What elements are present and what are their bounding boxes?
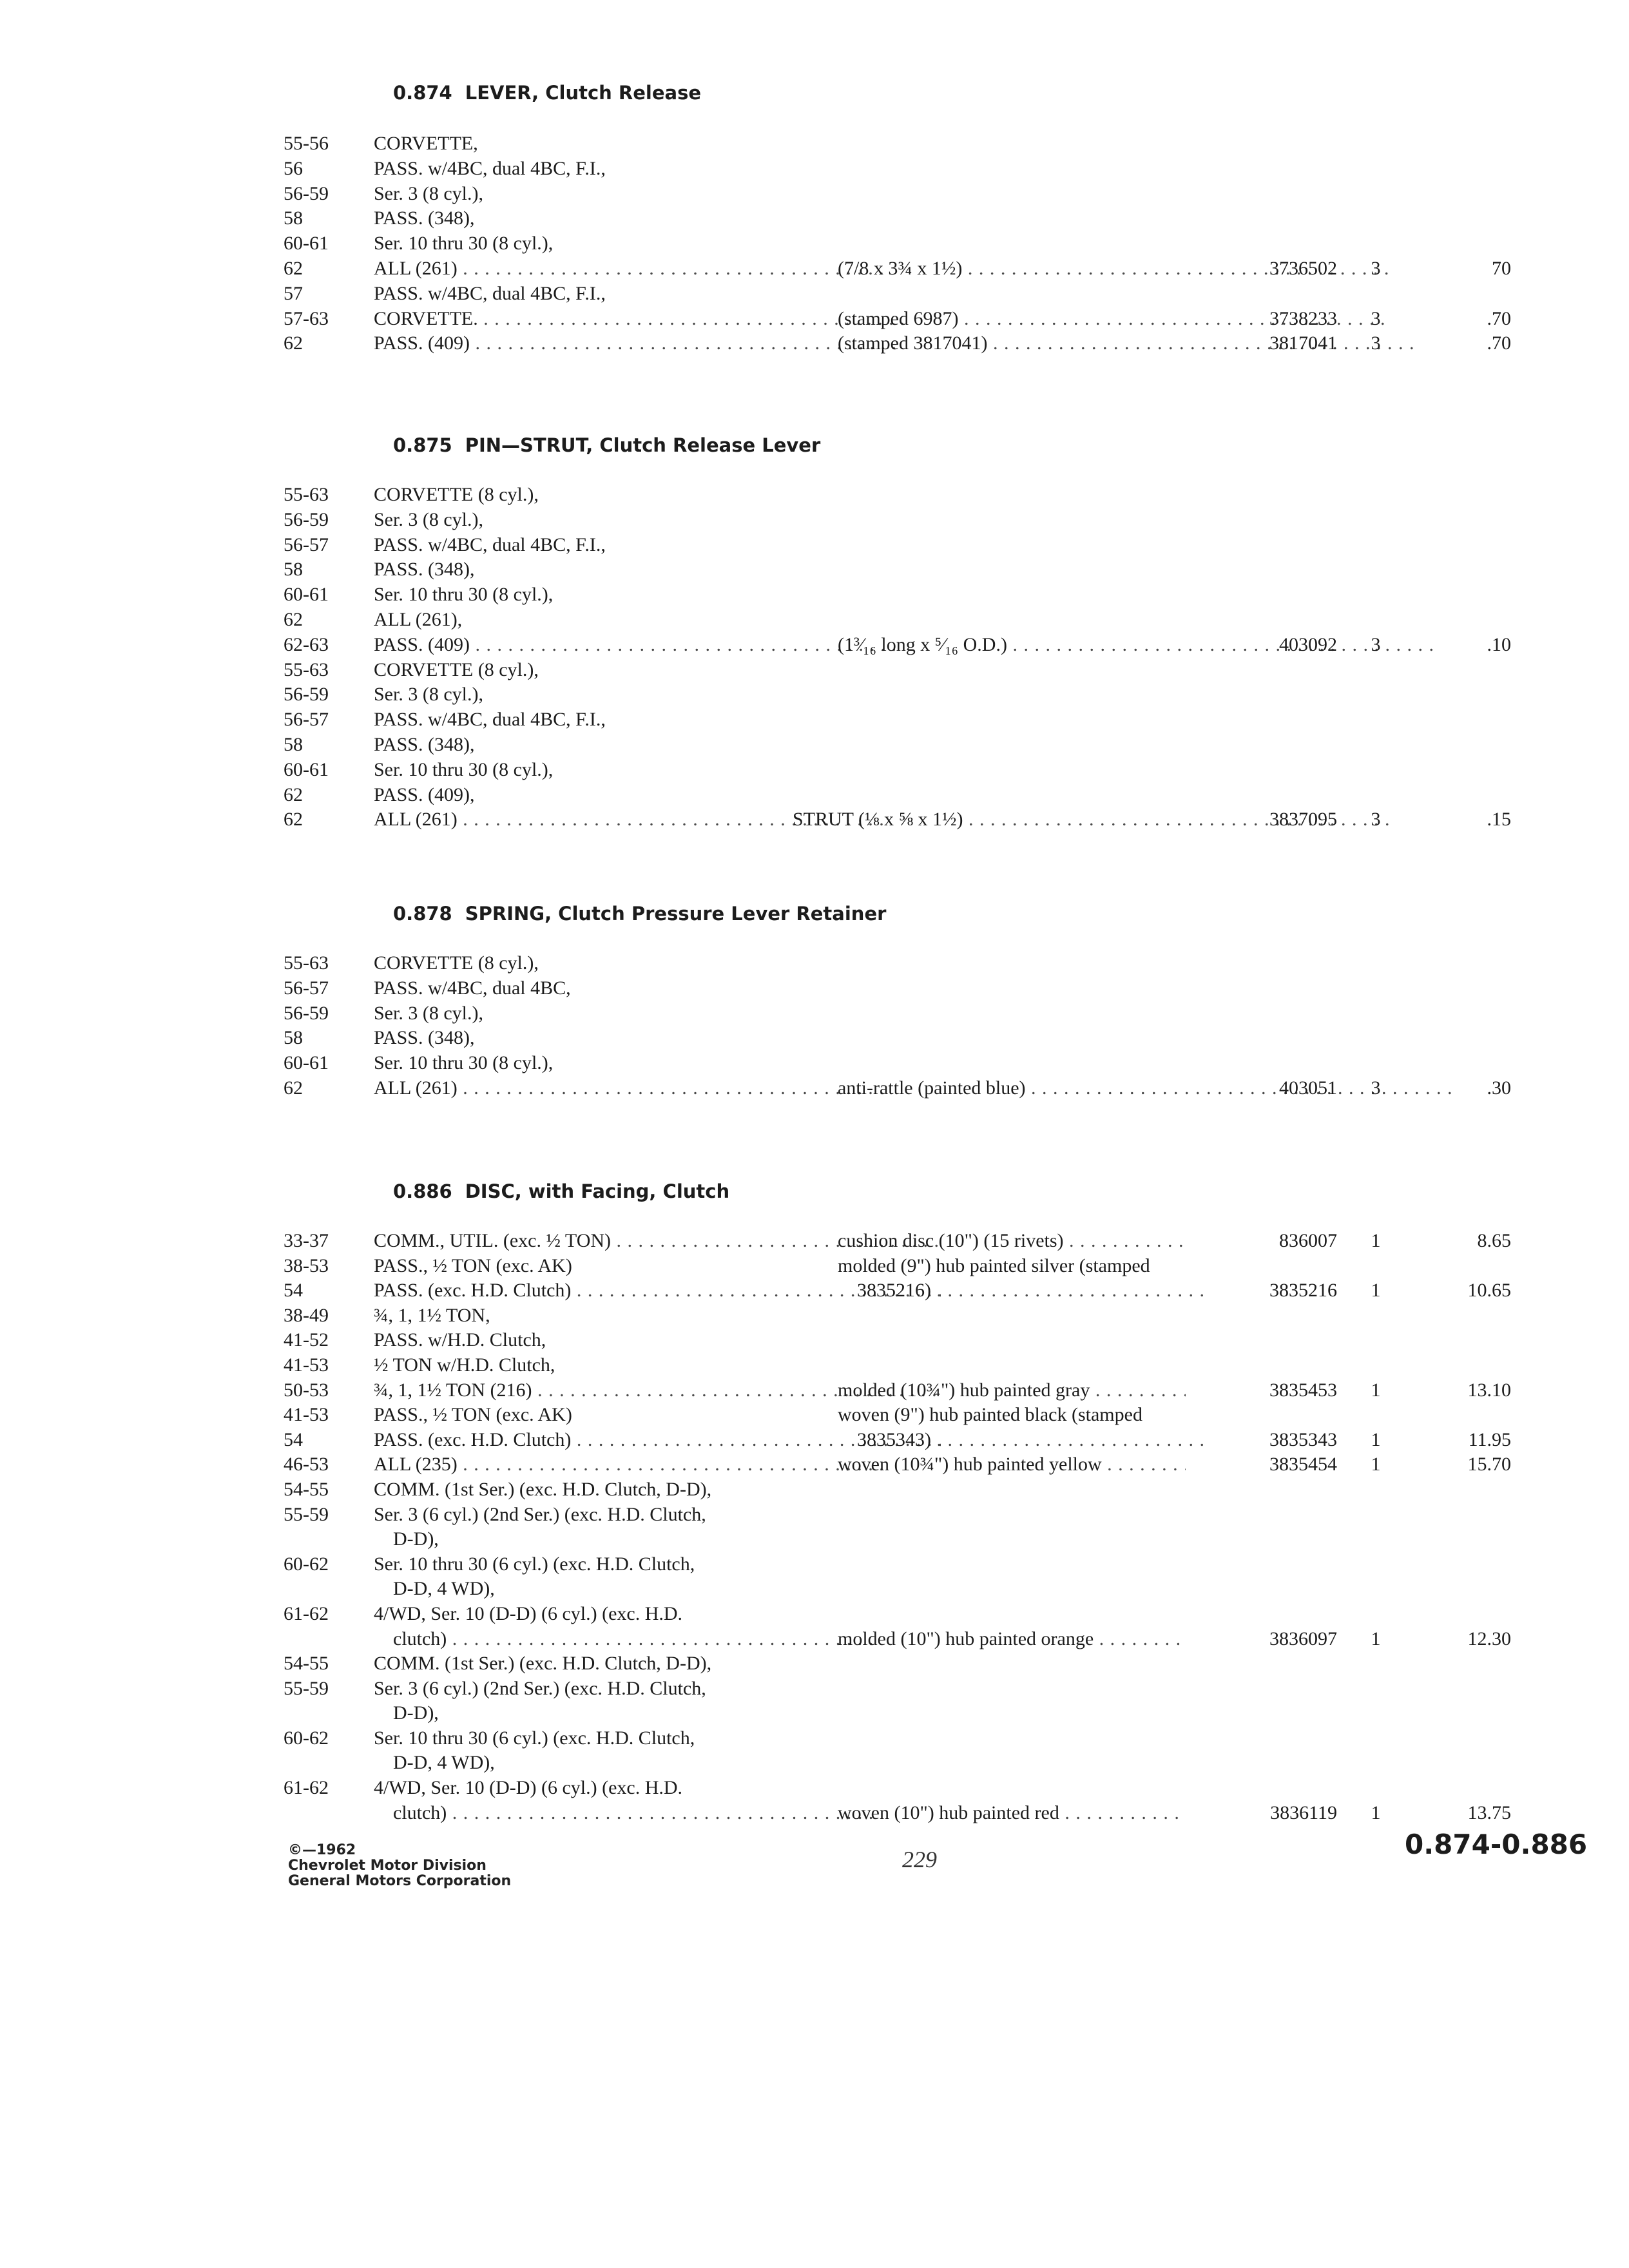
year-range: 56 xyxy=(284,157,303,179)
model-applicability: PASS. (409) . . . xyxy=(374,331,1050,356)
year-range: 54-55 xyxy=(284,1653,329,1675)
model-applicability: PASS. (exc. H.D. Clutch) . . . xyxy=(374,1428,941,1453)
year-range: 58 xyxy=(284,733,303,755)
model-applicability: clutch) . . . xyxy=(374,1627,960,1652)
part-description: STRUT (⅛ x ⅝ x 1½) . . . xyxy=(793,807,1463,832)
model-applicability: CORVETTE (8 cyl.), xyxy=(374,952,539,974)
group-code: 3 xyxy=(1371,307,1381,329)
table-row xyxy=(284,633,1511,658)
model-applicability: COMM. (1st Ser.) (exc. H.D. Clutch, D-D), xyxy=(374,1478,712,1500)
year-range: 62 xyxy=(284,809,303,831)
model-applicability: ALL (261) . . . xyxy=(374,256,1050,282)
table-row xyxy=(284,1503,1508,1528)
year-range: 38-49 xyxy=(284,1304,329,1326)
list-price: .15 xyxy=(1487,809,1511,831)
year-range: 41-53 xyxy=(284,1354,329,1376)
year-range: 61-62 xyxy=(284,1777,329,1799)
model-applicability: ALL (261), xyxy=(374,608,463,630)
table-row xyxy=(284,783,1508,808)
year-range: 54 xyxy=(284,1280,303,1302)
year-range: 55-59 xyxy=(284,1503,329,1525)
model-applicability: ½ TON w/H.D. Clutch, xyxy=(374,1354,555,1376)
model-applicability: Ser. 10 thru 30 (8 cyl.), xyxy=(374,758,554,780)
part-description: (stamped 6987) . . . xyxy=(838,307,1508,332)
section-heading xyxy=(393,434,820,456)
part-number: 3835454 xyxy=(1269,1454,1337,1475)
table-row xyxy=(284,582,1508,608)
section-title: PIN—STRUT, Clutch Release Lever xyxy=(465,434,821,456)
section-number: 0.886 xyxy=(393,1180,452,1202)
table-row xyxy=(284,1428,1511,1453)
table-row xyxy=(284,1602,1508,1627)
year-range: 55-63 xyxy=(284,484,329,505)
year-range: 56-59 xyxy=(284,182,329,204)
part-description: woven (9") hub painted black (stamped xyxy=(838,1404,1142,1426)
table-row xyxy=(284,1527,1508,1552)
parts-table xyxy=(284,951,1511,1101)
table-row xyxy=(284,256,1511,282)
year-range: 55-56 xyxy=(284,133,329,154)
model-applicability: PASS., ½ TON (exc. AK) xyxy=(374,1404,572,1426)
model-applicability: PASS. w/4BC, dual 4BC, F.I., xyxy=(374,709,606,731)
table-row xyxy=(284,307,1511,332)
year-range: 62 xyxy=(284,1077,303,1099)
model-applicability: PASS. w/4BC, dual 4BC, F.I., xyxy=(374,533,606,555)
year-range: 56-59 xyxy=(284,684,329,706)
model-applicability: ALL (235) . . . xyxy=(374,1452,941,1477)
section-title: DISC, with Facing, Clutch xyxy=(465,1180,730,1202)
list-price: .30 xyxy=(1487,1077,1511,1099)
year-range: 62-63 xyxy=(284,633,329,655)
part-description: (7/8 x 3¾ x 1½) . . . xyxy=(838,256,1508,282)
model-applicability: PASS. (exc. H.D. Clutch) . . . xyxy=(374,1278,941,1303)
model-applicability: ALL (261) . . . xyxy=(374,807,1050,832)
list-price: 13.75 xyxy=(1467,1802,1511,1823)
group-code: 3 xyxy=(1371,809,1381,831)
table-row xyxy=(284,976,1508,1001)
year-range: 60-61 xyxy=(284,1052,329,1074)
publisher-block xyxy=(288,1843,511,1889)
list-price: 10.65 xyxy=(1467,1280,1511,1302)
group-code: 1 xyxy=(1371,1428,1381,1450)
group-code: 1 xyxy=(1371,1802,1381,1823)
list-price: 13.10 xyxy=(1467,1379,1511,1401)
model-applicability: Ser. 3 (8 cyl.), xyxy=(374,182,483,204)
table-row xyxy=(284,1651,1508,1677)
table-row xyxy=(284,533,1508,558)
year-range: 57 xyxy=(284,282,303,304)
table-row xyxy=(284,557,1508,582)
part-number: 3736502 xyxy=(1269,257,1337,279)
year-range: 54-55 xyxy=(284,1478,329,1500)
group-code: 3 xyxy=(1371,257,1381,279)
table-row xyxy=(284,1026,1508,1051)
table-row xyxy=(284,1353,1508,1378)
list-price: 11.95 xyxy=(1468,1428,1511,1450)
table-row xyxy=(284,1701,1508,1726)
group-code: 3 xyxy=(1371,633,1381,655)
table-row xyxy=(284,1229,1511,1254)
parts-table xyxy=(284,1229,1511,1825)
table-row xyxy=(284,1378,1511,1403)
model-applicability: D-D, 4 WD), xyxy=(393,1752,495,1774)
model-applicability: Ser. 3 (6 cyl.) (2nd Ser.) (exc. H.D. Clutch, xyxy=(374,1503,706,1525)
list-price: 8.65 xyxy=(1477,1230,1511,1251)
model-applicability: PASS. w/H.D. Clutch, xyxy=(374,1329,546,1351)
part-description: (stamped 3817041) . . . xyxy=(838,331,1508,356)
year-range: 56-57 xyxy=(284,533,329,555)
model-applicability: Ser. 3 (8 cyl.), xyxy=(374,684,483,706)
model-applicability: ALL (261) . . . xyxy=(374,1076,1050,1101)
year-range: 46-53 xyxy=(284,1454,329,1475)
table-row xyxy=(284,1051,1508,1076)
part-number: 3817041 xyxy=(1269,332,1337,354)
table-row xyxy=(284,1477,1508,1503)
part-number: 3738233 xyxy=(1269,307,1337,329)
model-applicability: 4/WD, Ser. 10 (D-D) (6 cyl.) (exc. H.D. xyxy=(374,1777,683,1799)
year-range: 58 xyxy=(284,559,303,581)
list-price: .10 xyxy=(1487,633,1511,655)
year-range: 41-52 xyxy=(284,1329,329,1351)
year-range: 56-59 xyxy=(284,508,329,530)
table-row xyxy=(284,282,1508,307)
table-row xyxy=(284,508,1508,533)
table-row xyxy=(284,707,1508,733)
model-applicability: Ser. 3 (8 cyl.), xyxy=(374,1002,483,1024)
year-range: 57-63 xyxy=(284,307,329,329)
table-row xyxy=(284,1254,1508,1279)
model-applicability: ¾, 1, 1½ TON (216) . . . xyxy=(374,1378,941,1403)
section-number: 0.874 xyxy=(393,82,452,104)
model-applicability: Ser. 10 thru 30 (8 cyl.), xyxy=(374,584,554,606)
table-row xyxy=(284,1278,1511,1303)
part-description: woven (10") hub painted red . . . xyxy=(838,1801,1186,1826)
model-applicability: Ser. 3 (8 cyl.), xyxy=(374,508,483,530)
section-number: 0.878 xyxy=(393,903,452,925)
table-row xyxy=(284,1801,1511,1826)
model-applicability: PASS. (348), xyxy=(374,559,475,581)
year-range: 56-57 xyxy=(284,977,329,999)
section-title: LEVER, Clutch Release xyxy=(465,82,702,104)
year-range: 58 xyxy=(284,207,303,229)
parts-table xyxy=(284,131,1511,356)
year-range: 33-37 xyxy=(284,1230,329,1251)
model-applicability: D-D), xyxy=(393,1528,439,1550)
table-row xyxy=(284,1303,1508,1329)
table-row xyxy=(284,1001,1508,1026)
section-heading xyxy=(393,82,701,104)
part-number: 403092 xyxy=(1279,633,1337,655)
part-number: 3835216 xyxy=(1269,1280,1337,1302)
year-range: 62 xyxy=(284,332,303,354)
table-row xyxy=(284,1328,1508,1353)
table-row xyxy=(284,682,1508,707)
part-number: 3835343 xyxy=(1269,1428,1337,1450)
part-number: 403051 xyxy=(1279,1077,1337,1099)
part-description: anti-rattle (painted blue) . . . xyxy=(838,1076,1508,1101)
year-range: 56-59 xyxy=(284,1002,329,1024)
year-range: 62 xyxy=(284,257,303,279)
part-number: 836007 xyxy=(1279,1230,1337,1251)
year-range: 61-62 xyxy=(284,1602,329,1624)
year-range: 60-61 xyxy=(284,584,329,606)
section-heading xyxy=(393,903,886,925)
part-description: cushion disc (10") (15 rivets) . . . xyxy=(838,1229,1186,1254)
model-applicability: PASS. (348), xyxy=(374,207,475,229)
model-applicability: COMM. (1st Ser.) (exc. H.D. Clutch, D-D), xyxy=(374,1653,712,1675)
part-description: molded (10¾") hub painted gray . . . xyxy=(838,1378,1186,1403)
division: Chevrolet Motor Division xyxy=(288,1858,487,1874)
part-description: woven (10¾") hub painted yellow . . . xyxy=(838,1452,1186,1477)
table-row xyxy=(284,658,1508,683)
model-applicability: PASS., ½ TON (exc. AK) xyxy=(374,1254,572,1276)
year-range: 60-61 xyxy=(284,758,329,780)
table-row xyxy=(284,331,1511,356)
year-range: 60-62 xyxy=(284,1553,329,1575)
copyright: ©—1962 xyxy=(288,1842,356,1858)
model-applicability: PASS. w/4BC, dual 4BC, xyxy=(374,977,571,999)
section-number: 0.875 xyxy=(393,434,452,456)
year-range: 41-53 xyxy=(284,1404,329,1426)
model-applicability: CORVETTE (8 cyl.), xyxy=(374,484,539,505)
year-range: 55-63 xyxy=(284,658,329,680)
model-applicability: PASS. (409), xyxy=(374,783,475,805)
model-applicability: Ser. 10 thru 30 (6 cyl.) (exc. H.D. Clutch, xyxy=(374,1727,695,1749)
table-row xyxy=(284,1403,1508,1428)
section-heading xyxy=(393,1180,729,1202)
table-row xyxy=(284,1726,1508,1751)
model-applicability: PASS. w/4BC, dual 4BC, F.I., xyxy=(374,157,606,179)
list-price: 15.70 xyxy=(1467,1454,1511,1475)
table-row xyxy=(284,733,1508,758)
table-row xyxy=(284,1751,1508,1776)
table-row xyxy=(284,1627,1511,1652)
parts-table xyxy=(284,483,1511,832)
group-code: 1 xyxy=(1371,1628,1381,1649)
model-applicability: Ser. 10 thru 30 (8 cyl.), xyxy=(374,1052,554,1074)
year-range: 62 xyxy=(284,783,303,805)
group-code: 3 xyxy=(1371,1077,1381,1099)
model-applicability: ¾, 1, 1½ TON, xyxy=(374,1304,490,1326)
table-row xyxy=(284,1076,1511,1101)
table-row xyxy=(284,807,1511,832)
table-row xyxy=(284,206,1508,231)
table-row xyxy=(284,1552,1508,1577)
page-number: 229 xyxy=(902,1847,937,1872)
list-price: 12.30 xyxy=(1467,1628,1511,1649)
model-applicability: PASS. w/4BC, dual 4BC, F.I., xyxy=(374,282,606,304)
part-number: 3835453 xyxy=(1269,1379,1337,1401)
model-applicability: PASS. (409) . . . xyxy=(374,633,1050,658)
table-row xyxy=(284,182,1508,207)
model-applicability: D-D, 4 WD), xyxy=(393,1578,495,1600)
model-applicability: Ser. 3 (6 cyl.) (2nd Ser.) (exc. H.D. Clutch, xyxy=(374,1677,706,1699)
model-applicability: PASS. (348), xyxy=(374,733,475,755)
table-row xyxy=(284,1776,1508,1801)
model-applicability: CORVETTE. . . . xyxy=(374,307,1050,332)
section-title: SPRING, Clutch Pressure Lever Retainer xyxy=(465,903,887,925)
corporation: General Motors Corporation xyxy=(288,1873,512,1889)
model-applicability: clutch) . . . xyxy=(374,1801,960,1826)
year-range: 38-53 xyxy=(284,1254,329,1276)
model-applicability: 4/WD, Ser. 10 (D-D) (6 cyl.) (exc. H.D. xyxy=(374,1602,683,1624)
table-row xyxy=(284,1677,1508,1702)
model-applicability: Ser. 10 thru 30 (8 cyl.), xyxy=(374,233,554,255)
year-range: 58 xyxy=(284,1027,303,1049)
section-range: 0.874-0.886 xyxy=(1405,1829,1588,1860)
part-number: 3836097 xyxy=(1269,1628,1337,1649)
table-row xyxy=(284,231,1508,256)
group-code: 3 xyxy=(1371,332,1381,354)
part-description: molded (9") hub painted silver (stamped xyxy=(838,1254,1150,1276)
year-range: 60-61 xyxy=(284,233,329,255)
part-description: (1³⁄₁₆ long x ⁵⁄₁₆ O.D.) . . . xyxy=(838,633,1508,658)
table-row xyxy=(284,131,1508,157)
model-applicability: CORVETTE (8 cyl.), xyxy=(374,658,539,680)
model-applicability: PASS. (348), xyxy=(374,1027,475,1049)
part-description: 3835343) . . . xyxy=(838,1428,1205,1453)
year-range: 56-57 xyxy=(284,709,329,731)
group-code: 1 xyxy=(1371,1230,1381,1251)
part-number: 3837095 xyxy=(1269,809,1337,831)
table-row xyxy=(284,758,1508,783)
table-row xyxy=(284,157,1508,182)
group-code: 1 xyxy=(1371,1280,1381,1302)
part-description: 3835216) . . . xyxy=(838,1278,1205,1303)
table-row xyxy=(284,1577,1508,1602)
model-applicability: CORVETTE, xyxy=(374,133,478,154)
table-row xyxy=(284,483,1508,508)
part-description: molded (10") hub painted orange . . . xyxy=(838,1627,1186,1652)
list-price: .70 xyxy=(1487,332,1511,354)
list-price: .70 xyxy=(1487,307,1511,329)
year-range: 62 xyxy=(284,608,303,630)
table-row xyxy=(284,608,1508,633)
model-applicability: COMM., UTIL. (exc. ½ TON) . . . xyxy=(374,1229,941,1254)
year-range: 50-53 xyxy=(284,1379,329,1401)
group-code: 1 xyxy=(1371,1454,1381,1475)
year-range: 55-63 xyxy=(284,952,329,974)
table-row xyxy=(284,951,1508,976)
model-applicability: Ser. 10 thru 30 (6 cyl.) (exc. H.D. Clutch, xyxy=(374,1553,695,1575)
group-code: 1 xyxy=(1371,1379,1381,1401)
year-range: 54 xyxy=(284,1428,303,1450)
model-applicability: D-D), xyxy=(393,1702,439,1724)
part-number: 3836119 xyxy=(1270,1802,1337,1823)
table-row xyxy=(284,1452,1511,1477)
list-price: 70 xyxy=(1492,257,1511,279)
year-range: 55-59 xyxy=(284,1677,329,1699)
year-range: 60-62 xyxy=(284,1727,329,1749)
